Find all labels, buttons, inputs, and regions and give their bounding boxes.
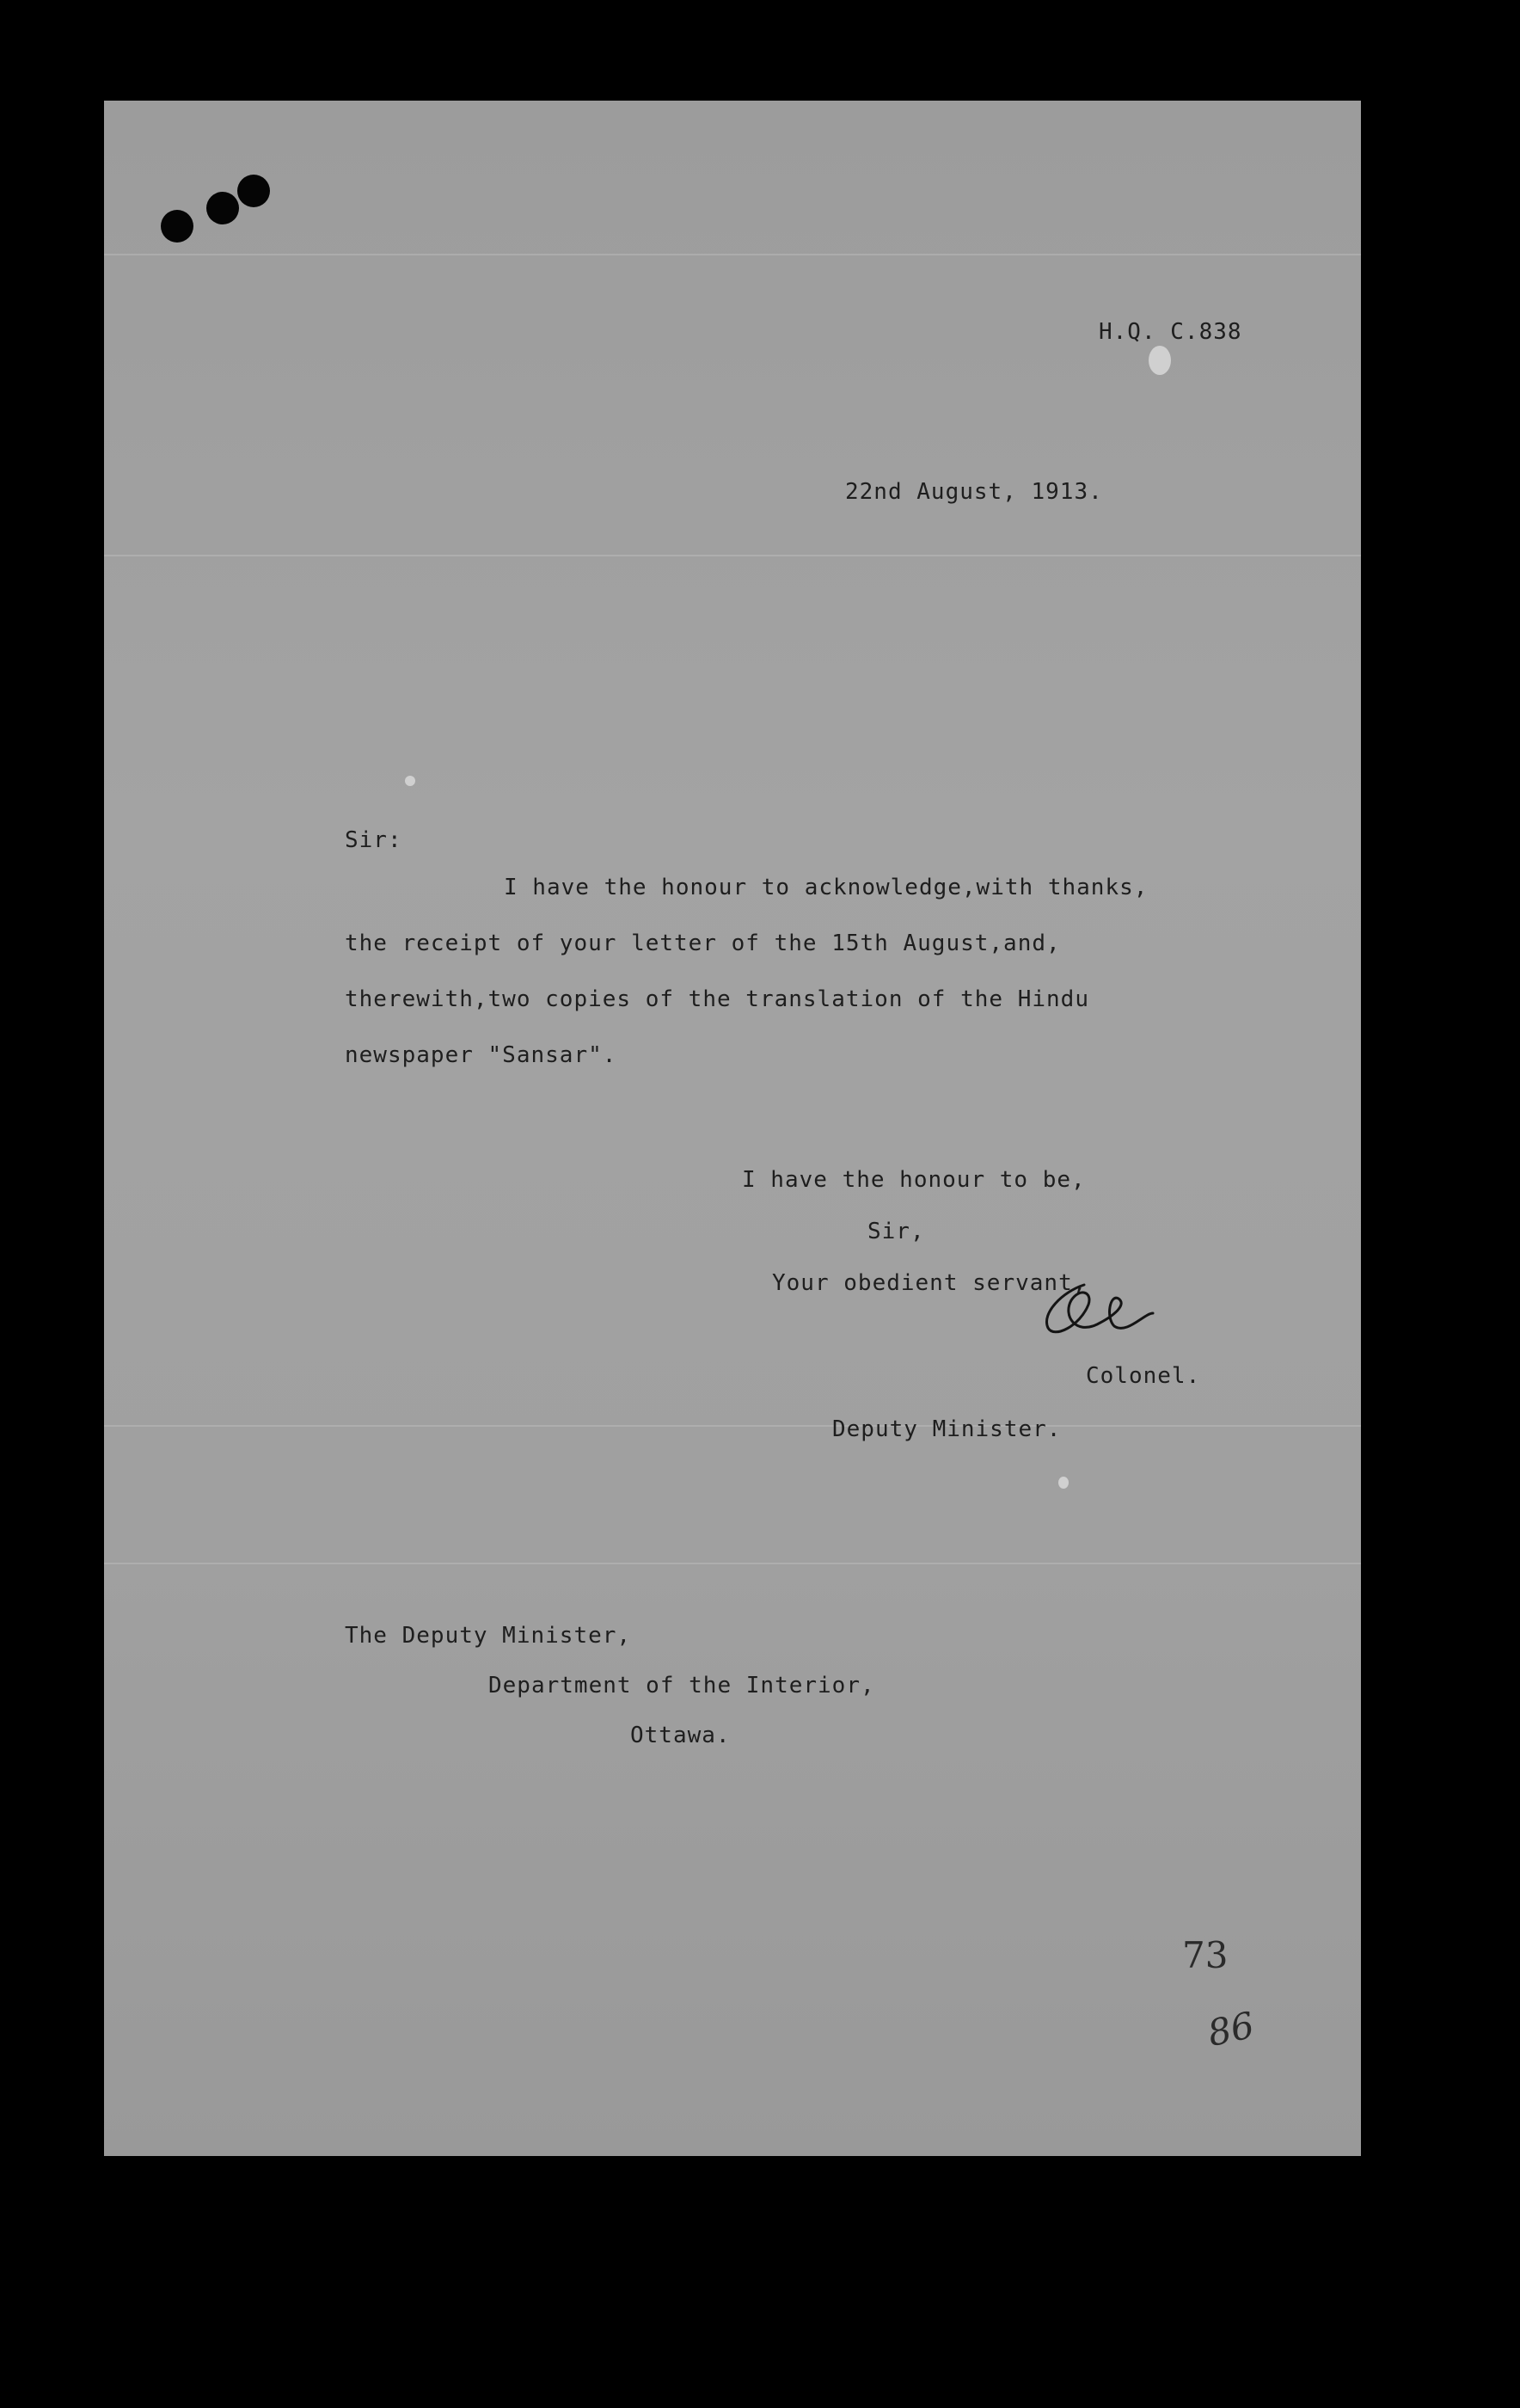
- body-line: the receipt of your letter of the 15th August,and,: [345, 931, 1061, 956]
- paper-spot: [1058, 1477, 1069, 1489]
- punch-hole: [161, 210, 193, 243]
- reference-number: H.Q. C.838: [1099, 319, 1242, 345]
- page-number-handwritten: 86: [1204, 2003, 1258, 2055]
- salutation: Sir:: [345, 827, 402, 853]
- document-page: [104, 101, 1361, 2156]
- paper-crease: [104, 254, 1361, 255]
- paper-crease: [104, 1425, 1361, 1427]
- body-line: therewith,two copies of the translation of the Hindu: [345, 986, 1089, 1012]
- paper-crease: [104, 555, 1361, 556]
- closing-line: I have the honour to be,: [742, 1167, 1086, 1193]
- letter-date: 22nd August, 1913.: [845, 479, 1103, 505]
- body-line: I have the honour to acknowledge,with thanks,: [504, 875, 1149, 900]
- signature-title: Deputy Minister.: [832, 1416, 1062, 1442]
- page-number-stamped: 73: [1182, 1934, 1229, 1976]
- paper-spot: [405, 776, 415, 786]
- closing-line: Your obedient servant,: [772, 1270, 1088, 1296]
- addressee-line: The Deputy Minister,: [345, 1623, 632, 1649]
- body-line: newspaper "Sansar".: [345, 1042, 617, 1068]
- punch-hole: [206, 192, 239, 224]
- addressee-line: Department of the Interior,: [488, 1673, 875, 1698]
- closing-line: Sir,: [867, 1219, 925, 1244]
- paper-spot: [1149, 346, 1171, 375]
- addressee-line: Ottawa.: [630, 1723, 731, 1748]
- punch-hole: [237, 175, 270, 207]
- paper-crease: [104, 1563, 1361, 1564]
- signature: [1033, 1275, 1161, 1343]
- signature-rank: Colonel.: [1086, 1363, 1201, 1389]
